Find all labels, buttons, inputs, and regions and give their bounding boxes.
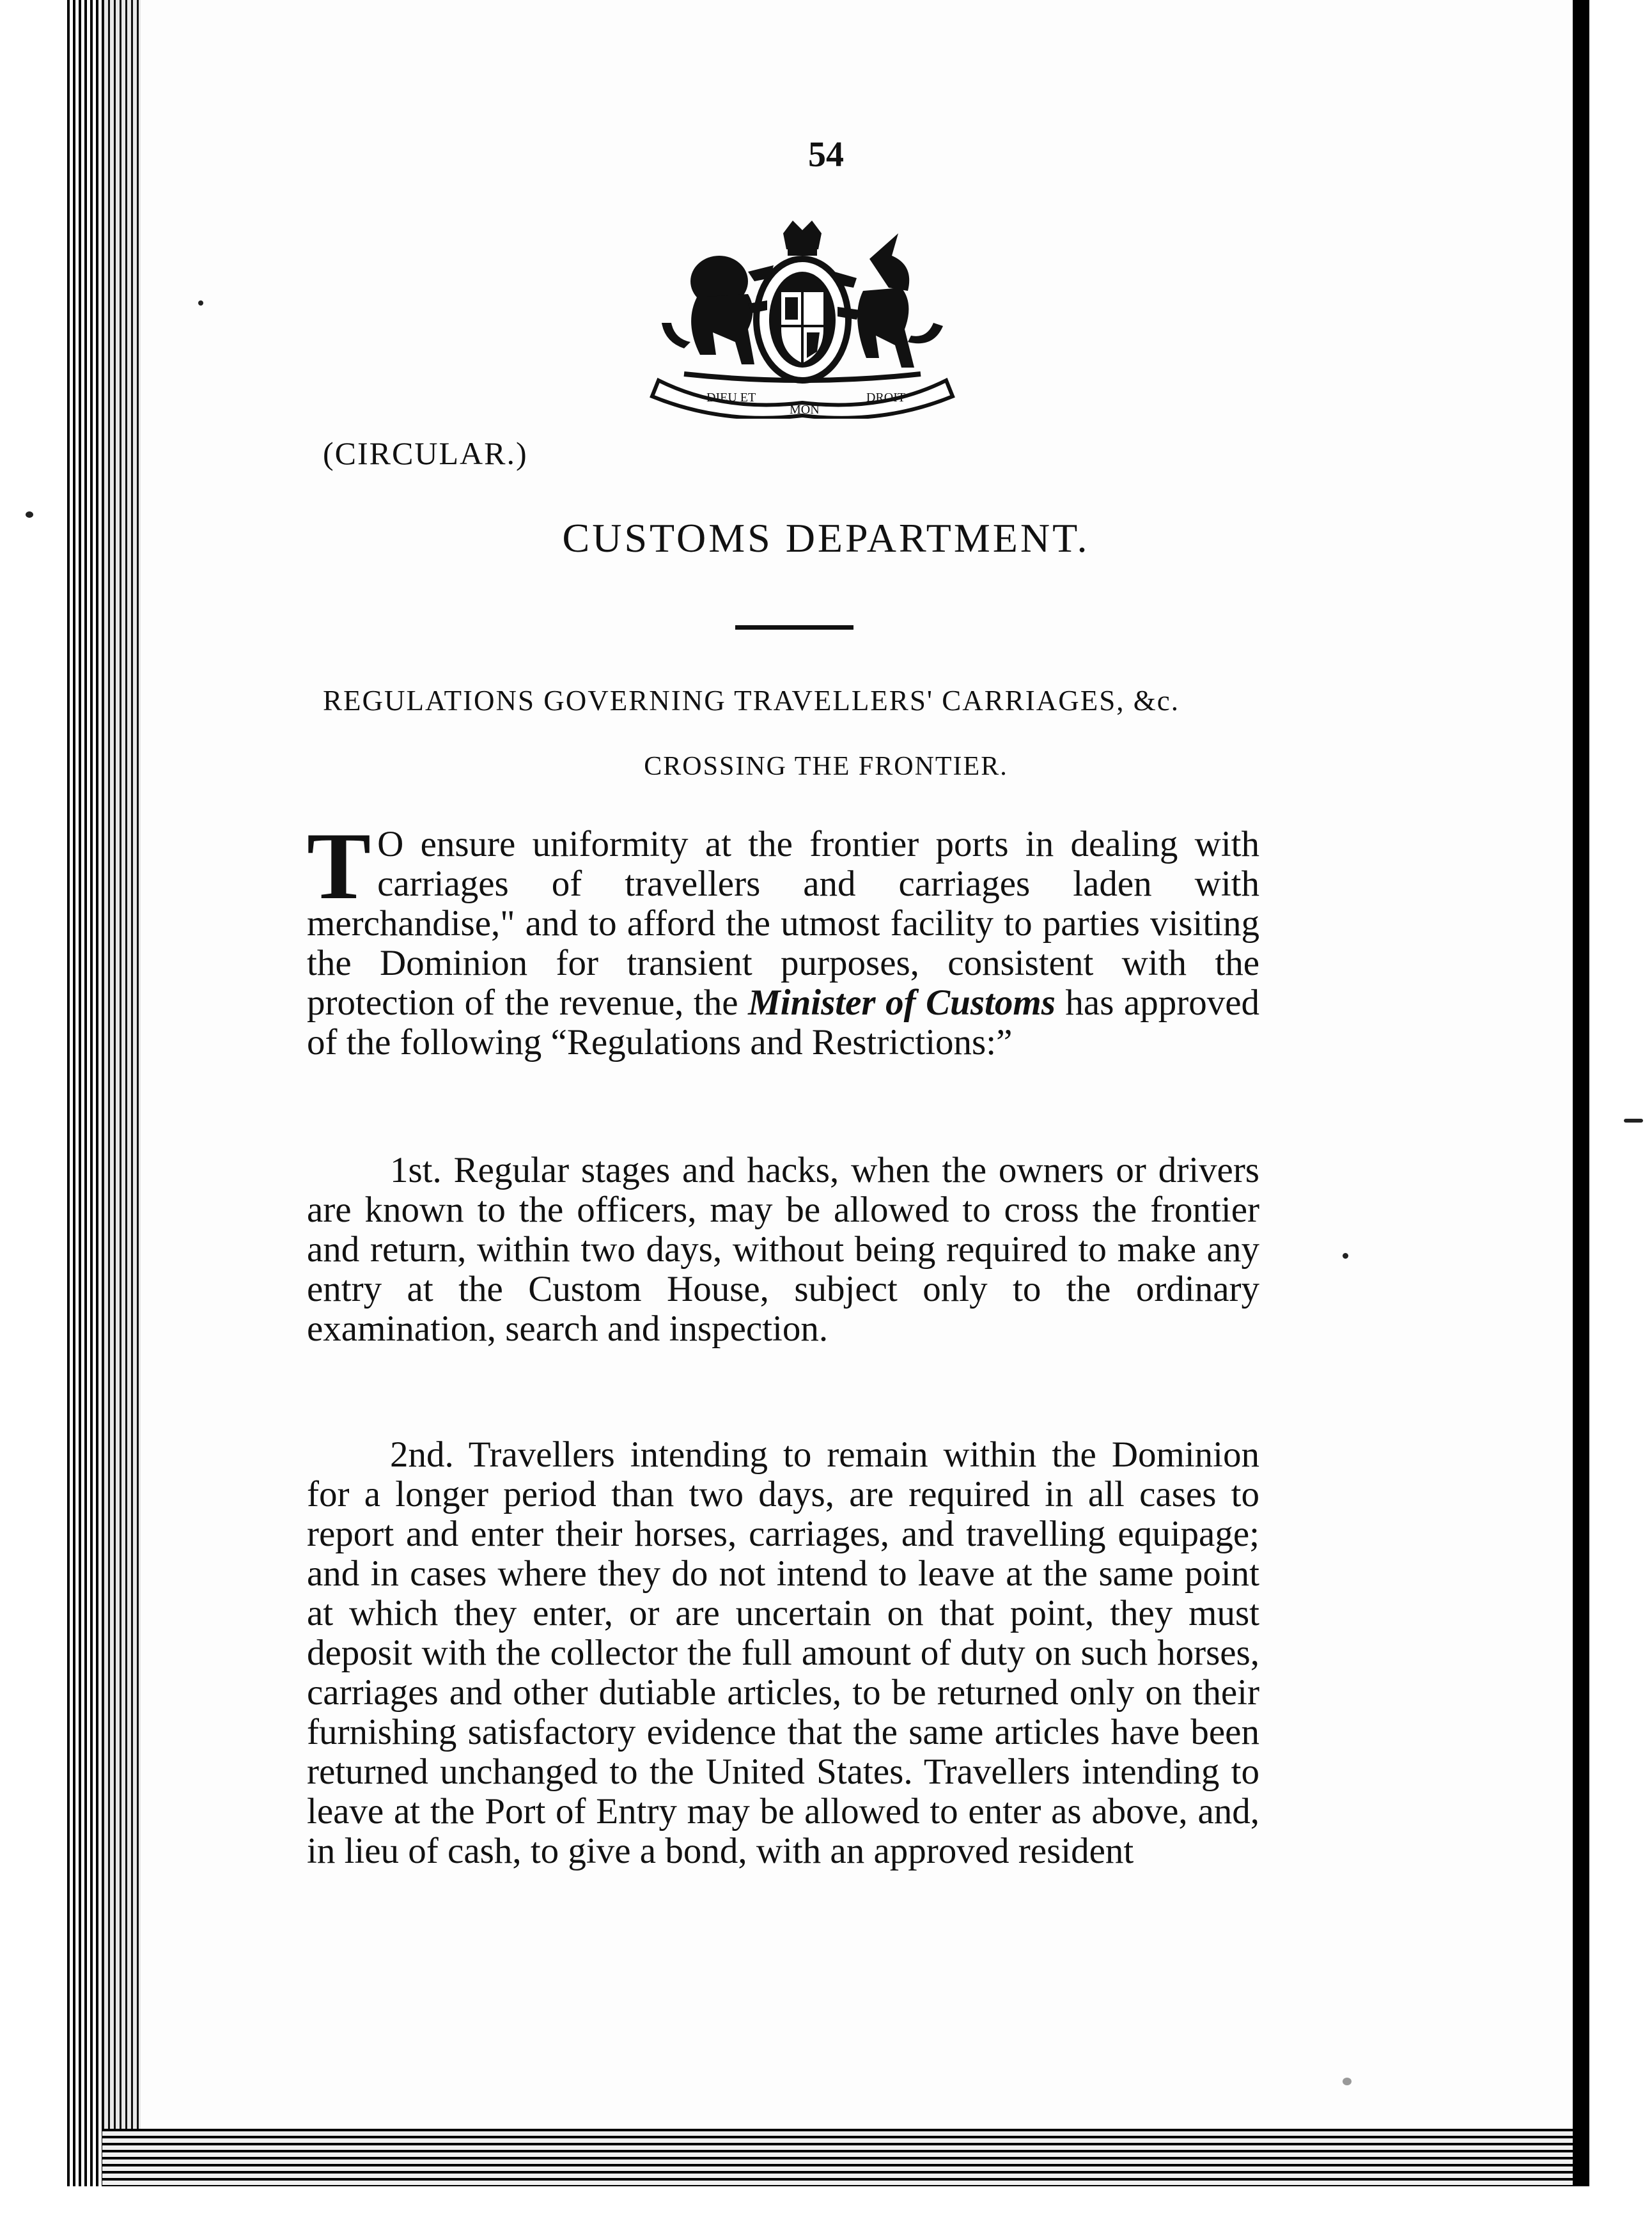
intro-text-before: O ensure uniformity at the frontier ports in dealing with carriages of travellers and carriages laden with merchandise," and to afford the utmost facility to parties visiting the Dominion for transient purposes, consistent with the protection of the revenue, the xyxy=(307,824,1259,1023)
motto-left: DIEU ET xyxy=(706,391,756,405)
department-title: CUSTOMS DEPARTMENT. xyxy=(562,515,1090,561)
intro-text-after: has approved of the following “Regulations and Restrictions:” xyxy=(307,983,1260,1062)
regulations-subheading: CROSSING THE FRONTIER. xyxy=(644,752,1008,781)
scan-speck xyxy=(1343,2078,1352,2085)
motto-right: DROIT xyxy=(866,391,906,405)
title-rule xyxy=(735,625,853,630)
intro-paragraph xyxy=(307,813,1260,1062)
scan-margin-left xyxy=(0,0,64,2186)
rule-1-paragraph: 1st. Regular stages and hacks, when the owners or drivers are known to the officers, may be allowed to cross the frontier and return, within two days, without being required to make any entry at the Custom House, subject only to the ordinary examination, search and inspection. xyxy=(307,1150,1259,1349)
page-number: 54 xyxy=(808,135,844,175)
scan-margin-bottom xyxy=(0,2186,1652,2240)
scan-speck xyxy=(1624,1119,1643,1123)
book-binding xyxy=(64,0,102,2186)
right-gutter xyxy=(1579,0,1589,2186)
circular-label: (CIRCULAR.) xyxy=(323,435,528,471)
scan-speck xyxy=(198,300,203,306)
page-bottom-edge xyxy=(102,2129,1573,2186)
scan-speck xyxy=(26,511,33,518)
scan-speck xyxy=(1343,1253,1348,1259)
page-stack-edge xyxy=(102,0,141,2193)
drop-cap: T xyxy=(307,813,371,919)
regulations-heading: REGULATIONS GOVERNING TRAVELLERS' CARRIAGES, &c. xyxy=(323,685,1180,717)
royal-coat-of-arms-icon xyxy=(646,221,959,419)
minister-of-customs: Minister of Customs xyxy=(748,983,1056,1023)
motto-center: MON xyxy=(790,403,820,417)
rule-2-paragraph: 2nd. Travellers intending to remain within the Dominion for a longer period than two days, are required in all cases to report and enter their horses, carriages, and travelling equipage; and in cases where they do not intend to leave at the same point at which they enter, or are uncertain on that point, they must deposit with the collector the full amount of duty on such horses, carriages and other dutiable articles, to be returned only on their furnishing satisfactory evidence that the same articles have been returned unchanged to the United States. Travellers intending to leave at the Port of Entry may be allowed to enter as above, and, in lieu of cash, to give a bond, with an approved resident xyxy=(307,1435,1259,1871)
